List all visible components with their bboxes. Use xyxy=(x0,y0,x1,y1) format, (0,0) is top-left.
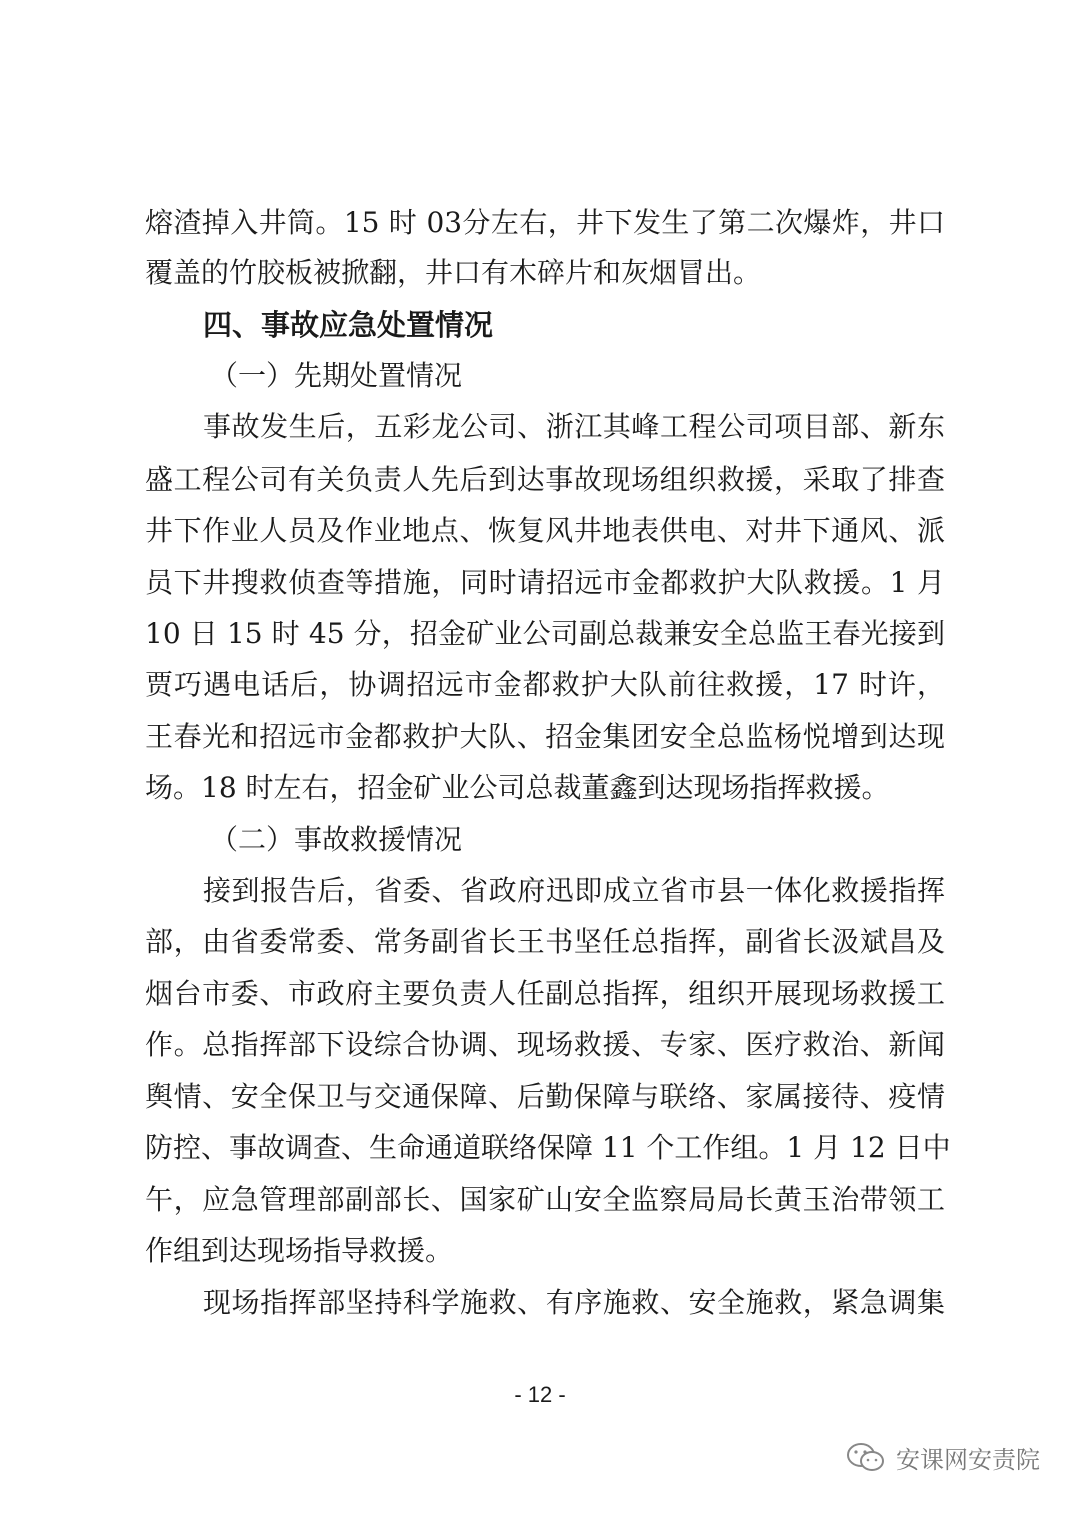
text-line: 舆情、安全保卫与交通保障、后勤保障与联络、家属接待、疫情 xyxy=(145,1080,945,1113)
text-line: 现场指挥部坚持科学施救、有序施救、安全施救，紧急调集 xyxy=(203,1286,945,1319)
text-line: 员下井搜救侦查等措施，同时请招远市金都救护大队救援。1 月 xyxy=(145,566,945,599)
text-line: 接到报告后，省委、省政府迅即成立省市县一体化救援指挥 xyxy=(203,874,945,907)
text-line: 贾巧遇电话后，协调招远市金都救护大队前往救援，17 时许， xyxy=(145,668,945,701)
text-line: 午，应急管理部副部长、国家矿山安全监察局局长黄玉治带领工 xyxy=(145,1183,945,1216)
watermark xyxy=(846,1440,1040,1475)
page-number: - 12 - xyxy=(514,1382,566,1407)
text-line: 烟台市委、市政府主要负责人任副总指挥，组织开展现场救援工 xyxy=(145,977,945,1010)
wechat-icon xyxy=(846,1442,886,1474)
subsection-heading: （一）先期处置情况 xyxy=(210,359,463,392)
text-line: 覆盖的竹胶板被掀翻，井口有木碎片和灰烟冒出。 xyxy=(145,256,762,289)
text-line: 场。18 时左右，招金矿业公司总裁董鑫到达现场指挥救援。 xyxy=(145,771,890,804)
text-line: 盛工程公司有关负责人先后到达事故现场组织救援，采取了排查 xyxy=(145,463,945,496)
text-line: 熔渣掉入井筒。15 时 03分左右，井下发生了第二次爆炸，井口 xyxy=(145,206,945,239)
section-heading: 四、事故应急处置情况 xyxy=(203,308,494,342)
text-line: 井下作业人员及作业地点、恢复风井地表供电、对井下通风、派 xyxy=(145,514,945,547)
text-line: 10 日 15 时 45 分，招金矿业公司副总裁兼安全总监王春光接到 xyxy=(145,617,945,650)
text-line: 防控、事故调查、生命通道联络保障 11 个工作组。1 月 12 日中 xyxy=(145,1131,951,1164)
text-line: 事故发生后，五彩龙公司、浙江其峰工程公司项目部、新东 xyxy=(203,410,945,443)
text-line: 作组到达现场指导救援。 xyxy=(145,1234,454,1267)
watermark-text: 安课网安责院 xyxy=(896,1446,1040,1474)
text-line: 作。总指挥部下设综合协调、现场救援、专家、医疗救治、新闻 xyxy=(145,1028,945,1061)
text-line: 王春光和招远市金都救护大队、招金集团安全总监杨悦增到达现 xyxy=(145,720,945,753)
text-line: 部，由省委常委、常务副省长王书坚任总指挥，副省长汲斌昌及 xyxy=(145,925,945,958)
subsection-heading: （二）事故救援情况 xyxy=(210,823,463,856)
